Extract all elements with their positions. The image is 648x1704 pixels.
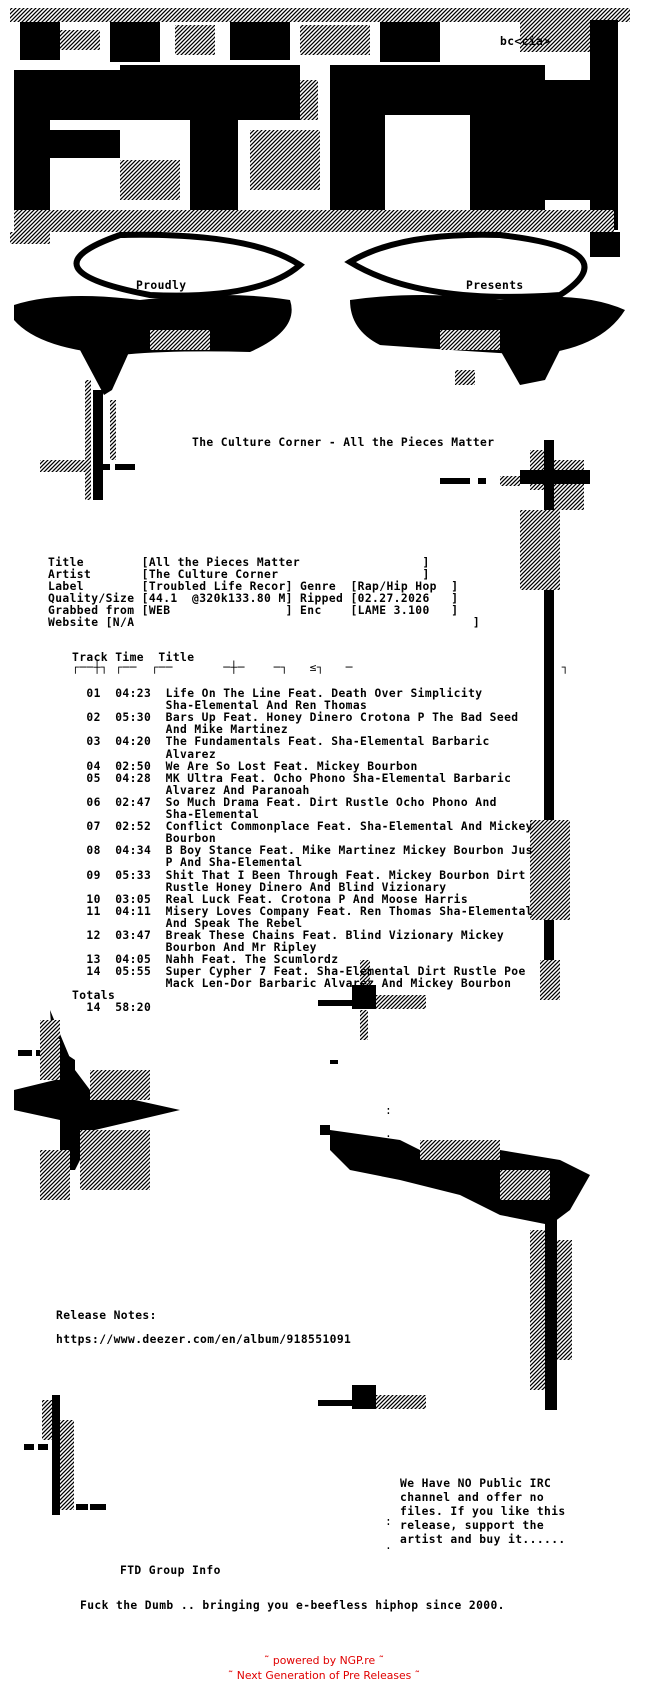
- track-row: Sha-Elemental And Ren Thomas: [72, 699, 368, 713]
- track-row: 13 04:05 Nahh Feat. The Scumlordz: [72, 953, 339, 967]
- group-info: FTD Group Info: [120, 1564, 221, 1577]
- ftd-logo: [10, 8, 630, 500]
- track-row: 03 04:20 The Fundamentals Feat. Sha-Elemental Barbaric: [72, 735, 490, 749]
- track-row: Mack Len-Dor Barbaric Alvarez And Mickey Bourbon: [72, 977, 512, 991]
- release-title: The Culture Corner - All the Pieces Matter: [192, 436, 495, 449]
- dot: .: [385, 1539, 393, 1552]
- dot: :: [385, 1515, 393, 1528]
- track-row: Alvarez: [72, 747, 217, 761]
- track-row: Alvarez And Paranoah: [72, 783, 310, 797]
- footer-powered[interactable]: ˜ powered by NGP.re ˜: [264, 1654, 384, 1667]
- dot: .: [385, 1127, 393, 1140]
- info-label: Label [Troubled Life Recor] Genre [Rap/Hip Hop ]: [48, 580, 459, 593]
- track-row: Bourbon And Mr Ripley: [72, 941, 317, 955]
- release-notes-label: Release Notes:: [56, 1309, 157, 1322]
- right-blob-art: [318, 1125, 590, 1410]
- track-row: 04 02:50 We Are So Lost Feat. Mickey Bourbon: [72, 759, 418, 773]
- track-row: 07 02:52 Conflict Commonplace Feat. Sha-Elemental And Mickey: [72, 820, 533, 834]
- irc-line: artist and buy it......: [400, 1533, 566, 1546]
- track-row: 02 05:30 Bars Up Feat. Honey Dinero Crotona P The Bad Seed: [72, 711, 519, 725]
- track-row: And Speak The Rebel: [72, 916, 303, 930]
- track-row: 05 04:28 MK Ultra Feat. Ocho Phono Sha-Elemental Barbaric: [72, 771, 512, 785]
- track-row: 09 05:33 Shit That I Been Through Feat. Mickey Bourbon Dirt: [72, 868, 526, 882]
- tracklist-header: Track Time Title: [72, 651, 195, 664]
- track-row: And Mike Martinez: [72, 723, 289, 737]
- track-row: Rustle Honey Dinero And Blind Vizionary: [72, 880, 447, 894]
- track-row: 08 04:34 B Boy Stance Feat. Mike Martinez Mickey Bourbon Jus: [72, 844, 533, 858]
- footer-nextgen: ˜ Next Generation of Pre Releases ˜: [227, 1669, 421, 1682]
- left-lower-bar-art: [24, 1395, 106, 1515]
- presents-text: Presents: [466, 279, 524, 292]
- totals-label: Totals: [72, 989, 116, 1002]
- tracklist-rule: ┌──┼┐ ┌── ┌── ─┼─ ─┐ ≤┐ ─ ┐: [72, 661, 569, 674]
- info-website: Website [N/A ]: [48, 616, 481, 629]
- art-credit: bc<cia>: [500, 35, 551, 48]
- dot: .: [56, 1029, 64, 1042]
- track-row: Bourbon: [72, 832, 217, 846]
- irc-line: files. If you like this: [400, 1505, 566, 1518]
- dot: :: [385, 1104, 393, 1117]
- track-row: P And Sha-Elemental: [72, 856, 303, 870]
- irc-line: channel and offer no: [400, 1491, 545, 1504]
- track-row: 14 05:55 Super Cypher 7 Feat. Sha-Elemental Dirt Rustle Poe: [72, 965, 526, 979]
- left-spike-art: [14, 1010, 180, 1200]
- track-row: Sha-Elemental: [72, 808, 260, 821]
- irc-line: We Have NO Public IRC: [400, 1477, 552, 1490]
- totals-value: 14 58:20: [72, 1001, 152, 1014]
- irc-line: release, support the: [400, 1519, 545, 1532]
- track-row: 12 03:47 Break These Chains Feat. Blind Vizionary Mickey: [72, 929, 505, 942]
- track-row: 10 03:05 Real Luck Feat. Crotona P And Moose Harris: [72, 892, 469, 906]
- track-row: 11 04:11 Misery Loves Company Feat. Ren Thomas Sha-Elemental: [72, 904, 533, 918]
- proudly-text: Proudly: [136, 279, 187, 292]
- info-grabbed: Grabbed from [WEB ] Enc [LAME 3.100 ]: [48, 604, 459, 617]
- track-row: 01 04:23 Life On The Line Feat. Death Over Simplicity: [72, 687, 483, 700]
- info-quality: Quality/Size [44.1 @320k133.80 M] Ripped [02.27.2026 ]: [48, 592, 459, 605]
- tagline: Fuck the Dumb .. bringing you e-beefless hiphop since 2000.: [80, 1599, 505, 1612]
- track-row: 06 02:47 So Much Drama Feat. Dirt Rustle Ocho Phono And: [72, 795, 497, 809]
- info-title: Title [All the Pieces Matter ]: [48, 556, 430, 569]
- release-notes-url[interactable]: https://www.deezer.com/en/album/918551091: [56, 1333, 352, 1346]
- info-artist: Artist [The Culture Corner ]: [48, 568, 430, 581]
